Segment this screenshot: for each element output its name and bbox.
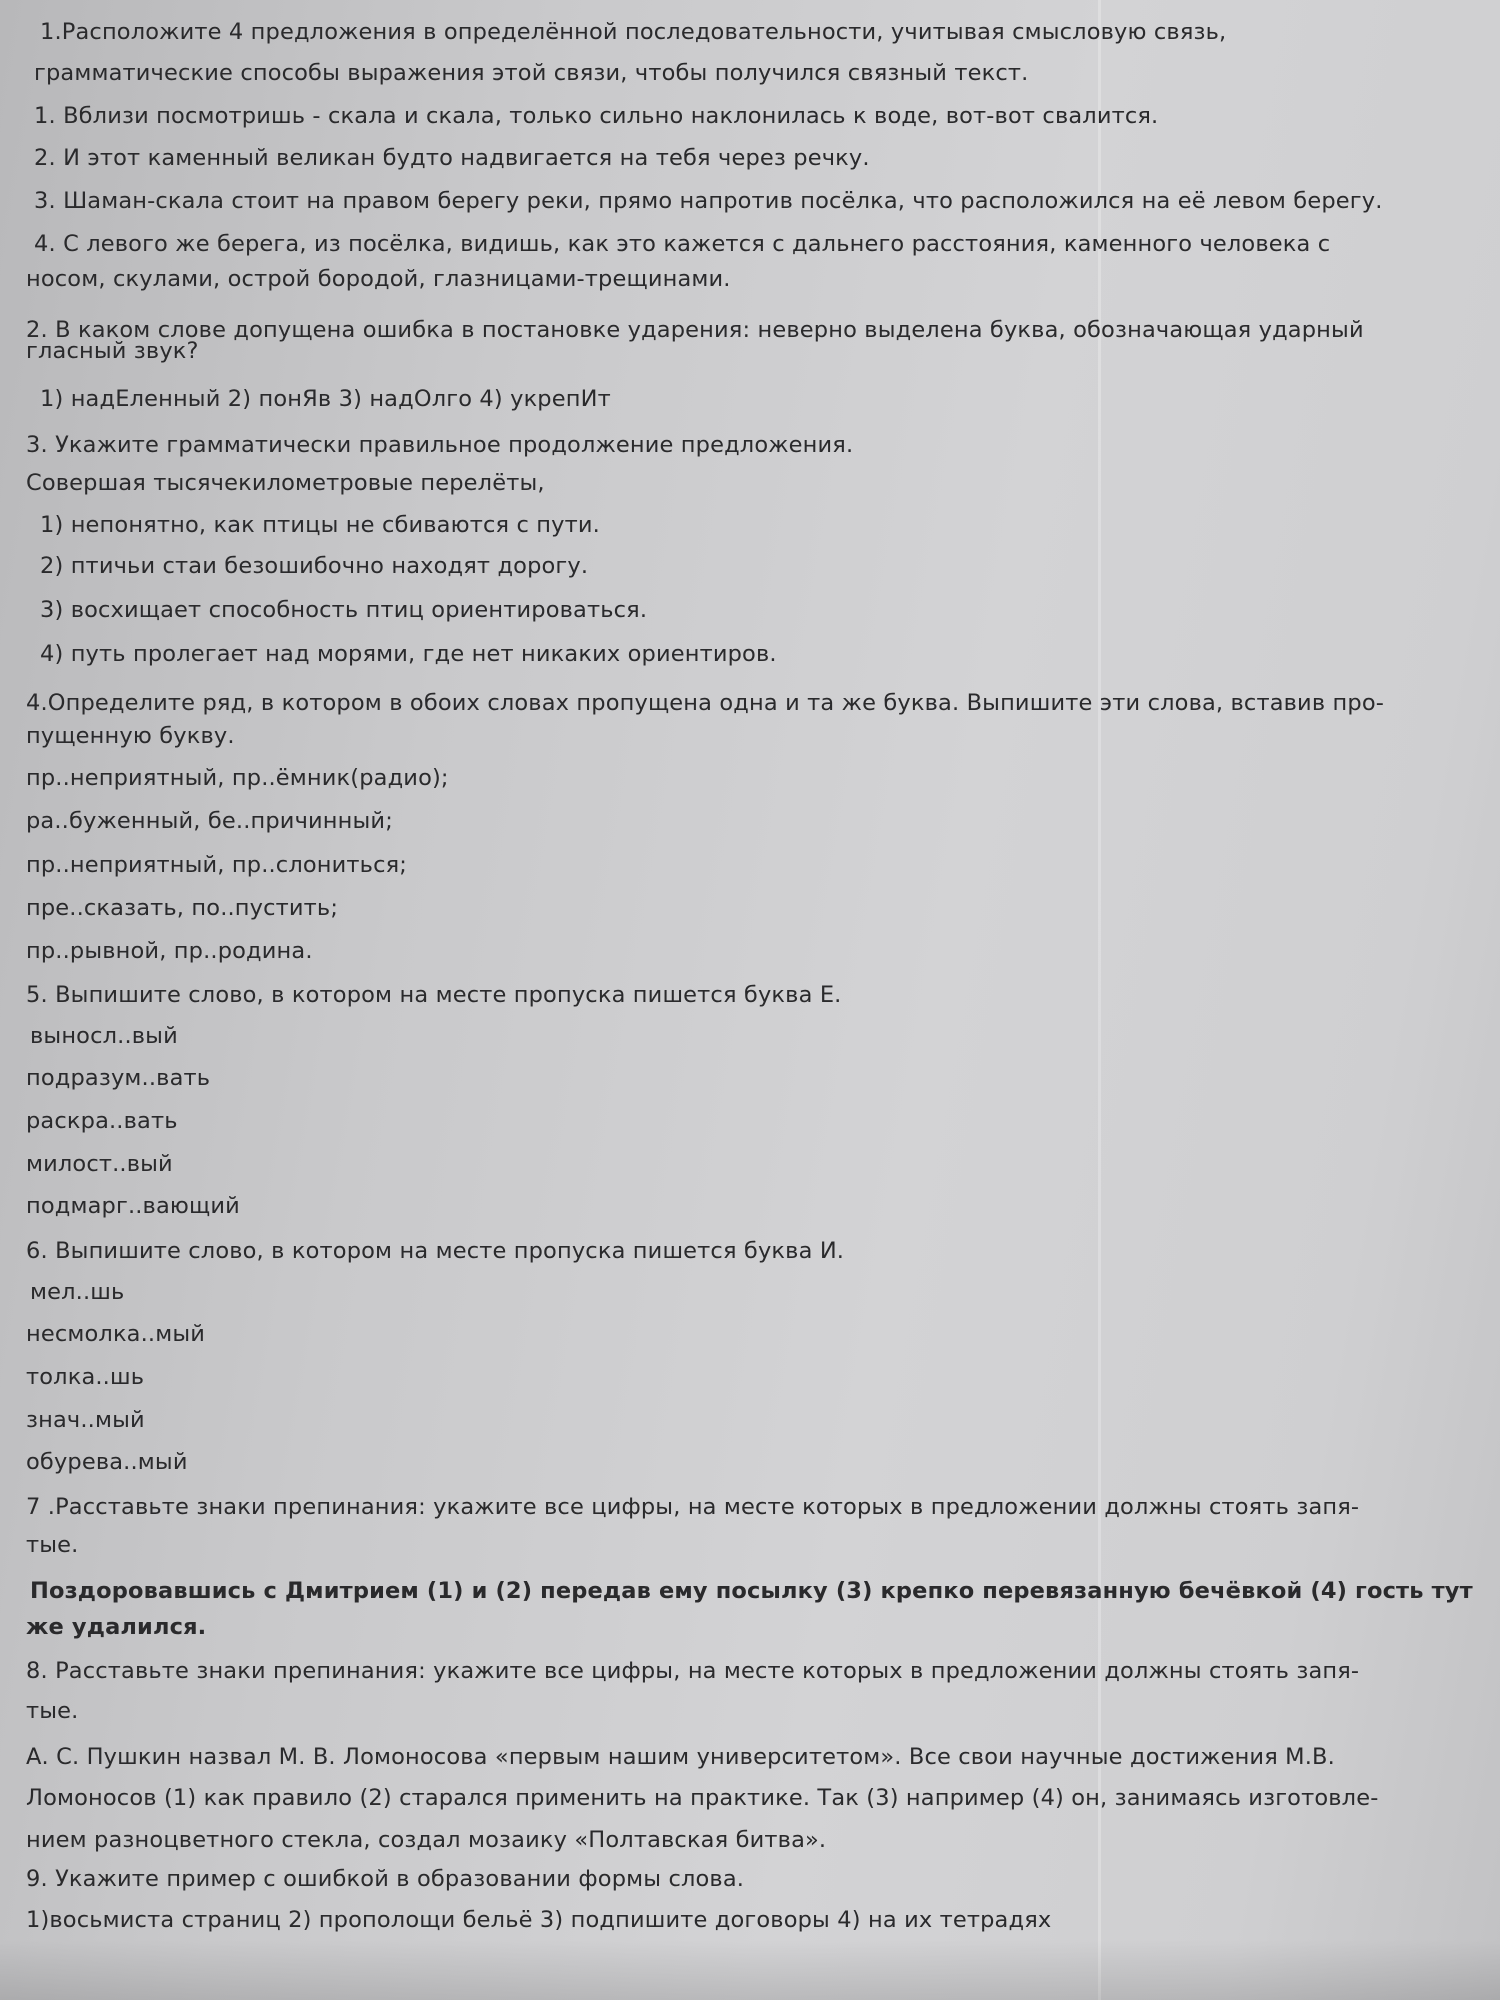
task-2-title: 2. В каком слове допущена ошибка в постановке ударения: неверно выделена буква, обозначающая ударный [26, 317, 1364, 343]
paper-fold [1098, 0, 1101, 2000]
task-1-sentence-3: 3. Шаман-скала стоит на правом берегу реки, прямо напротив посёлка, что расположился на её левом берегу. [34, 188, 1383, 214]
task-1-sentence-4: 4. С левого же берега, из посёлка, видишь, как это кажется с дальнего расстояния, каменного человека с [34, 231, 1331, 257]
task-4-row-1: пр..неприятный, пр..ёмник(радио); [26, 765, 449, 791]
task-6-word-5: обурева..мый [26, 1449, 188, 1475]
bottom-shadow [0, 1940, 1500, 2000]
task-3-option-3: 3) восхищает способность птиц ориентироваться. [40, 597, 648, 623]
task-9-title: 9. Укажите пример с ошибкой в образовании формы слова. [26, 1866, 745, 1892]
task-1-title-cont: грамматические способы выражения этой связи, чтобы получился связный текст. [34, 60, 1029, 86]
task-5-word-1: выносл..вый [30, 1023, 178, 1049]
task-4-row-3: пр..неприятный, пр..слониться; [26, 852, 408, 878]
task-8-title-cont: тые. [26, 1698, 79, 1724]
task-7-title: 7 .Расставьте знаки препинания: укажите все цифры, на месте которых в предложении должны стоять запя- [26, 1494, 1360, 1520]
task-3-sentence-start: Совершая тысячекилометровые перелёты, [26, 470, 545, 496]
task-4-title-cont: пущенную букву. [26, 723, 235, 749]
task-1-title: 1.Расположите 4 предложения в определённой последовательности, учитывая смысловую связь, [40, 19, 1227, 45]
task-1-sentence-1: 1. Вблизи посмотришь - скала и скала, только сильно наклонилась к воде, вот-вот свалится. [34, 103, 1159, 129]
task-6-word-4: знач..мый [26, 1407, 145, 1433]
task-8-text-2: Ломоносов (1) как правило (2) старался применить на практике. Так (3) например (4) он, занимаясь изготовле- [26, 1785, 1379, 1811]
task-2-options: 1) надЕленный 2) понЯв 3) надОлго 4) укрепИт [40, 386, 611, 412]
task-6-word-2: несмолка..мый [26, 1321, 206, 1347]
task-5-word-4: милост..вый [26, 1151, 173, 1177]
task-7-title-cont: тые. [26, 1532, 79, 1558]
task-1-sentence-2: 2. И этот каменный великан будто надвигается на тебя через речку. [34, 145, 870, 171]
task-1-sentence-4-cont: носом, скулами, острой бородой, глазницами-трещинами. [26, 266, 731, 292]
task-4-row-4: пре..сказать, по..пустить; [26, 895, 339, 921]
task-3-option-4: 4) путь пролегает над морями, где нет никаких ориентиров. [40, 641, 777, 667]
task-8-text-1: А. С. Пушкин назвал М. В. Ломоносова «первым нашим университетом». Все свои научные достижения М.В. [26, 1744, 1335, 1770]
task-9-options: 1)восьмиста страниц 2) прополощи бельё 3) подпишите договоры 4) на их тетрадях [26, 1907, 1052, 1933]
task-2-title-cont: гласный звук? [26, 338, 199, 364]
task-7-sentence-cont: же удалился. [26, 1614, 207, 1640]
task-5-word-5: подмарг..вающий [26, 1193, 240, 1219]
task-4-row-5: пр..рывной, пр..родина. [26, 938, 313, 964]
task-6-title: 6. Выпишите слово, в котором на месте пропуска пишется буква И. [26, 1238, 845, 1264]
task-4-title: 4.Определите ряд, в котором в обоих словах пропущена одна и та же буква. Выпишите эти слова, вставив про- [26, 690, 1385, 716]
task-5-word-2: подразум..вать [26, 1065, 211, 1091]
task-5-word-3: раскра..вать [26, 1108, 178, 1134]
task-3-title: 3. Укажите грамматически правильное продолжение предложения. [26, 432, 854, 458]
task-8-title: 8. Расставьте знаки препинания: укажите все цифры, на месте которых в предложении должны стоять запя- [26, 1658, 1360, 1684]
task-3-option-1: 1) непонятно, как птицы не сбиваются с пути. [40, 512, 600, 538]
task-6-word-3: толка..шь [26, 1364, 145, 1390]
task-5-title: 5. Выпишите слово, в котором на месте пропуска пишется буква Е. [26, 982, 842, 1008]
task-3-option-2: 2) птичьи стаи безошибочно находят дорогу. [40, 553, 589, 579]
task-4-row-2: ра..буженный, бе..причинный; [26, 808, 393, 834]
task-8-text-3: нием разноцветного стекла, создал мозаику «Полтавская битва». [26, 1827, 827, 1853]
task-7-sentence: Поздоровавшись с Дмитрием (1) и (2) передав ему посылку (3) крепко перевязанную бечёвкой (4) гость тут [30, 1578, 1473, 1604]
task-6-word-1: мел..шь [30, 1279, 125, 1305]
